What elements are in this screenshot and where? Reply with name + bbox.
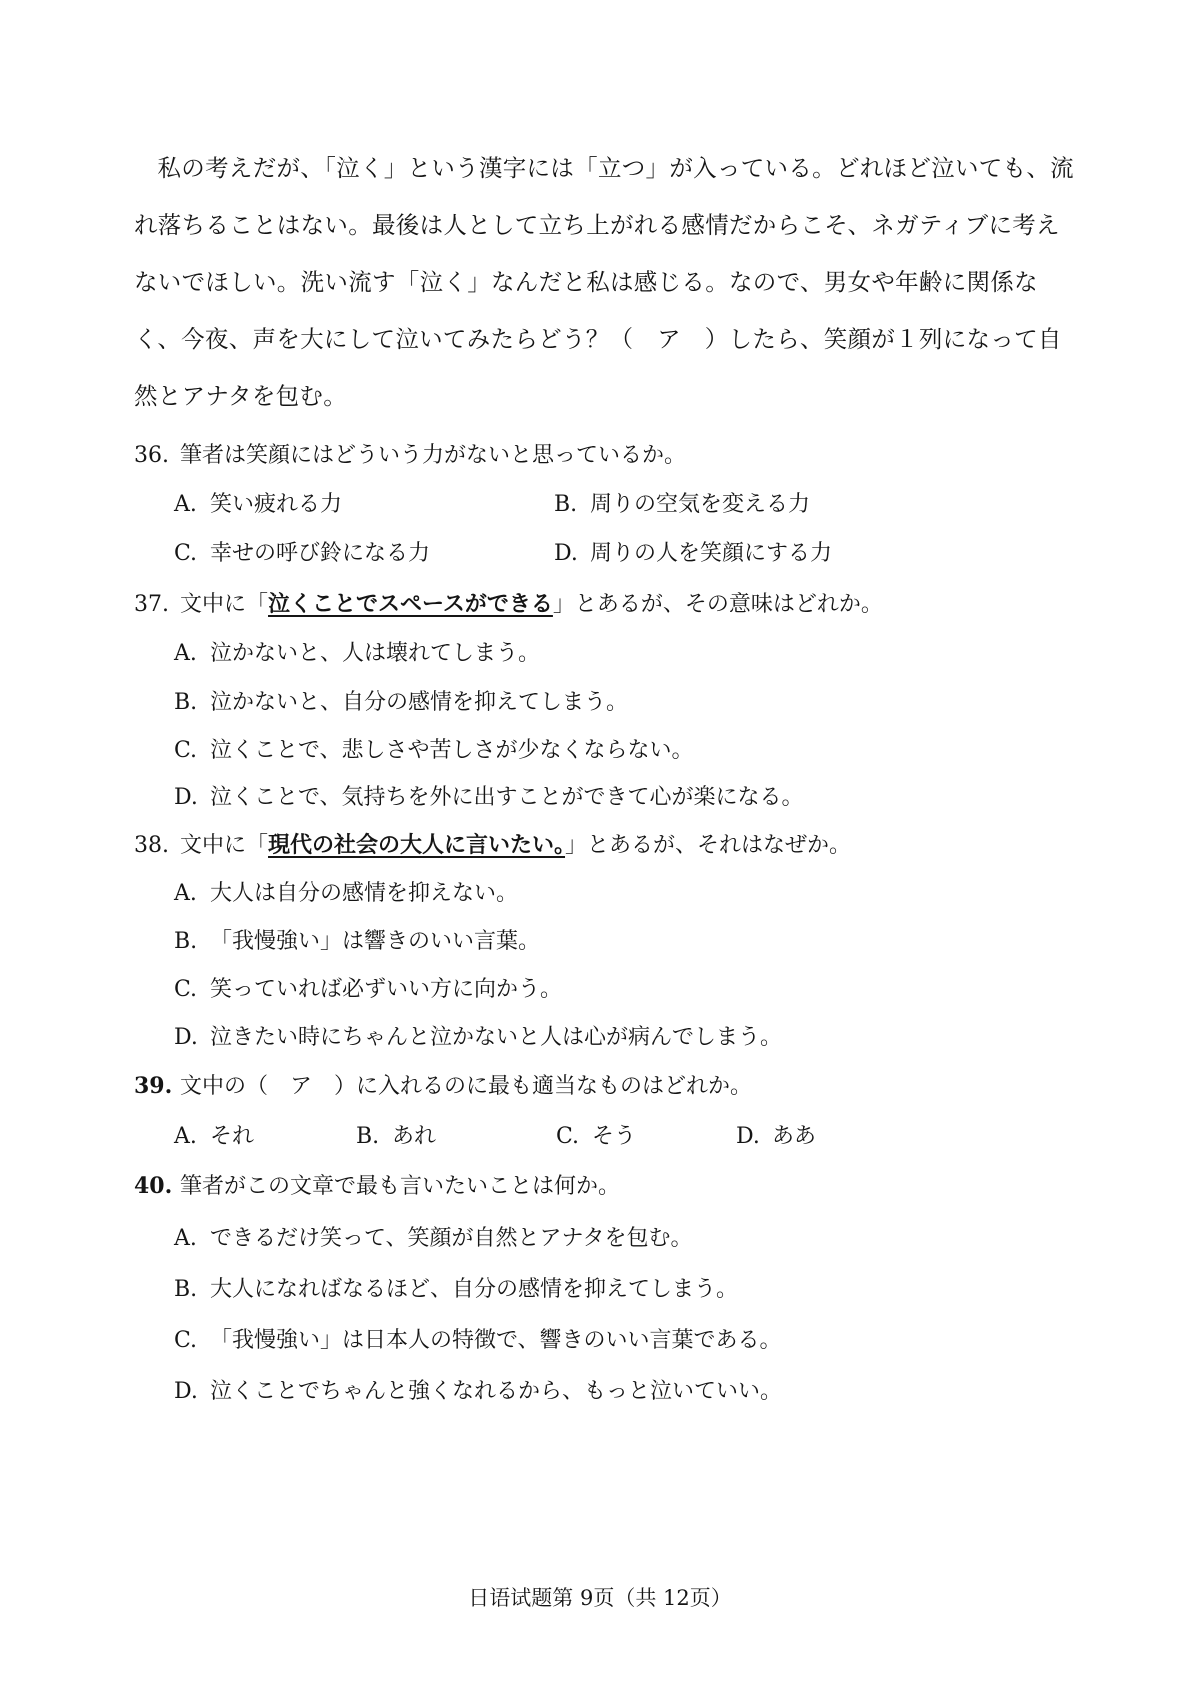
underlined-phrase: 現代の社会の大人に言いたい。 <box>268 832 566 858</box>
option-text: 「我慢強い」は響きのいい言葉。 <box>210 929 541 954</box>
option-text: 周りの空気を変える力 <box>590 492 811 517</box>
option-letter: D. <box>554 541 578 566</box>
question-text: 筆者がこの文章で最も言いたいことは何か。 <box>180 1174 621 1199</box>
option-letter: B. <box>174 690 198 715</box>
underlined-phrase: 泣くことでスペースができる <box>268 591 553 617</box>
option-40-d[interactable] <box>174 1374 782 1405</box>
option-37-b[interactable] <box>174 685 628 716</box>
option-36-b[interactable] <box>554 487 810 518</box>
option-text: それ <box>210 1124 255 1149</box>
option-text: 幸せの呼び鈴になる力 <box>210 541 431 566</box>
option-letter: C. <box>174 738 198 763</box>
question-number: 39. <box>134 1073 173 1099</box>
question-text: 筆者は笑顔にはどういう力がないと思っているか。 <box>180 443 687 468</box>
option-letter: B. <box>356 1124 380 1149</box>
option-text: 周りの人を笑顔にする力 <box>590 541 833 566</box>
option-39-a[interactable] <box>174 1119 254 1150</box>
option-37-a[interactable] <box>174 636 540 667</box>
question-text-post: 」とあるが、それはなぜか。 <box>565 833 852 858</box>
option-40-a[interactable] <box>174 1221 692 1252</box>
option-40-b[interactable] <box>174 1272 738 1303</box>
question-number: 37. <box>134 592 169 617</box>
option-letter: C. <box>556 1124 580 1149</box>
option-37-c[interactable] <box>174 733 694 764</box>
option-text: 大人になればなるほど、自分の感情を抑えてしまう。 <box>210 1277 739 1302</box>
option-40-c[interactable] <box>174 1323 782 1354</box>
option-letter: D. <box>736 1124 760 1149</box>
option-text: あれ <box>392 1124 437 1149</box>
option-text: 笑っていれば必ずいい方に向かう。 <box>210 977 563 1002</box>
question-text: 文中の（ ア ）に入れるのに最も適当なものはどれか。 <box>180 1074 753 1099</box>
option-letter: D. <box>174 1379 198 1404</box>
option-text: 笑い疲れる力 <box>210 492 343 517</box>
option-letter: A. <box>174 492 197 517</box>
option-38-a[interactable] <box>174 876 518 907</box>
option-36-a[interactable] <box>174 487 342 518</box>
option-letter: A. <box>174 1226 197 1251</box>
option-37-d[interactable] <box>174 780 804 811</box>
question-36 <box>134 438 686 469</box>
option-text: ああ <box>772 1124 817 1149</box>
option-text: 泣きたい時にちゃんと泣かないと人は心が病んでしまう。 <box>210 1025 783 1050</box>
question-number: 40. <box>134 1173 173 1199</box>
option-letter: D. <box>174 1025 198 1050</box>
option-text: できるだけ笑って、笑顔が自然とアナタを包む。 <box>210 1226 693 1251</box>
option-39-c[interactable] <box>556 1119 636 1150</box>
option-letter: A. <box>174 641 197 666</box>
option-36-d[interactable] <box>554 536 832 567</box>
option-text: 泣かないと、自分の感情を抑えてしまう。 <box>210 690 629 715</box>
question-38 <box>134 828 851 859</box>
question-number: 38. <box>134 833 169 858</box>
option-39-d[interactable] <box>736 1119 816 1150</box>
option-letter: C. <box>174 541 198 566</box>
option-39-b[interactable] <box>356 1119 436 1150</box>
question-37 <box>134 587 883 618</box>
option-text: 大人は自分の感情を抑えない。 <box>210 881 519 906</box>
option-38-b[interactable] <box>174 924 540 955</box>
option-text: 泣くことで、悲しさや苦しさが少なくならない。 <box>210 738 694 763</box>
option-letter: A. <box>174 881 197 906</box>
option-text: 「我慢強い」は日本人の特徴で、響きのいい言葉である。 <box>210 1328 782 1353</box>
option-letter: D. <box>174 785 198 810</box>
option-letter: C. <box>174 977 198 1002</box>
option-38-d[interactable] <box>174 1020 782 1051</box>
question-text-pre: 文中に「 <box>180 833 269 858</box>
option-36-c[interactable] <box>174 536 430 567</box>
page-footer: 日语试题第 9页（共 12页） <box>468 1586 732 1610</box>
option-letter: B. <box>174 929 198 954</box>
option-38-c[interactable] <box>174 972 562 1003</box>
option-letter: B. <box>554 492 578 517</box>
option-letter: C. <box>174 1328 198 1353</box>
question-text-pre: 文中に「 <box>180 592 269 617</box>
question-40 <box>134 1169 620 1200</box>
option-text: そう <box>592 1124 637 1149</box>
option-text: 泣くことで、気持ちを外に出すことができて心が楽になる。 <box>210 785 804 810</box>
option-letter: A. <box>174 1124 197 1149</box>
question-text-post: 」とあるが、その意味はどれか。 <box>552 592 883 617</box>
question-number: 36. <box>134 443 169 468</box>
option-text: 泣くことでちゃんと強くなれるから、もっと泣いていい。 <box>210 1379 783 1404</box>
question-39 <box>134 1069 752 1100</box>
option-letter: B. <box>174 1277 198 1302</box>
option-text: 泣かないと、人は壊れてしまう。 <box>210 641 541 666</box>
reading-passage: 私の考えだが、「泣く」という漢字には「立つ」が入っている。どれほど泣いても、流れ落ちることはない。最後は人として立ち上がれる感情だからこそ、ネガティブに考えないでほしい。洗い流す「泣く」なんだと私は感じる。なので、男女や年齢に関係なく、今夜、声を大にして泣いてみたらどう？（ ア ）したら、笑顔が１列になって自然とアナタを包む。 <box>134 154 1074 410</box>
